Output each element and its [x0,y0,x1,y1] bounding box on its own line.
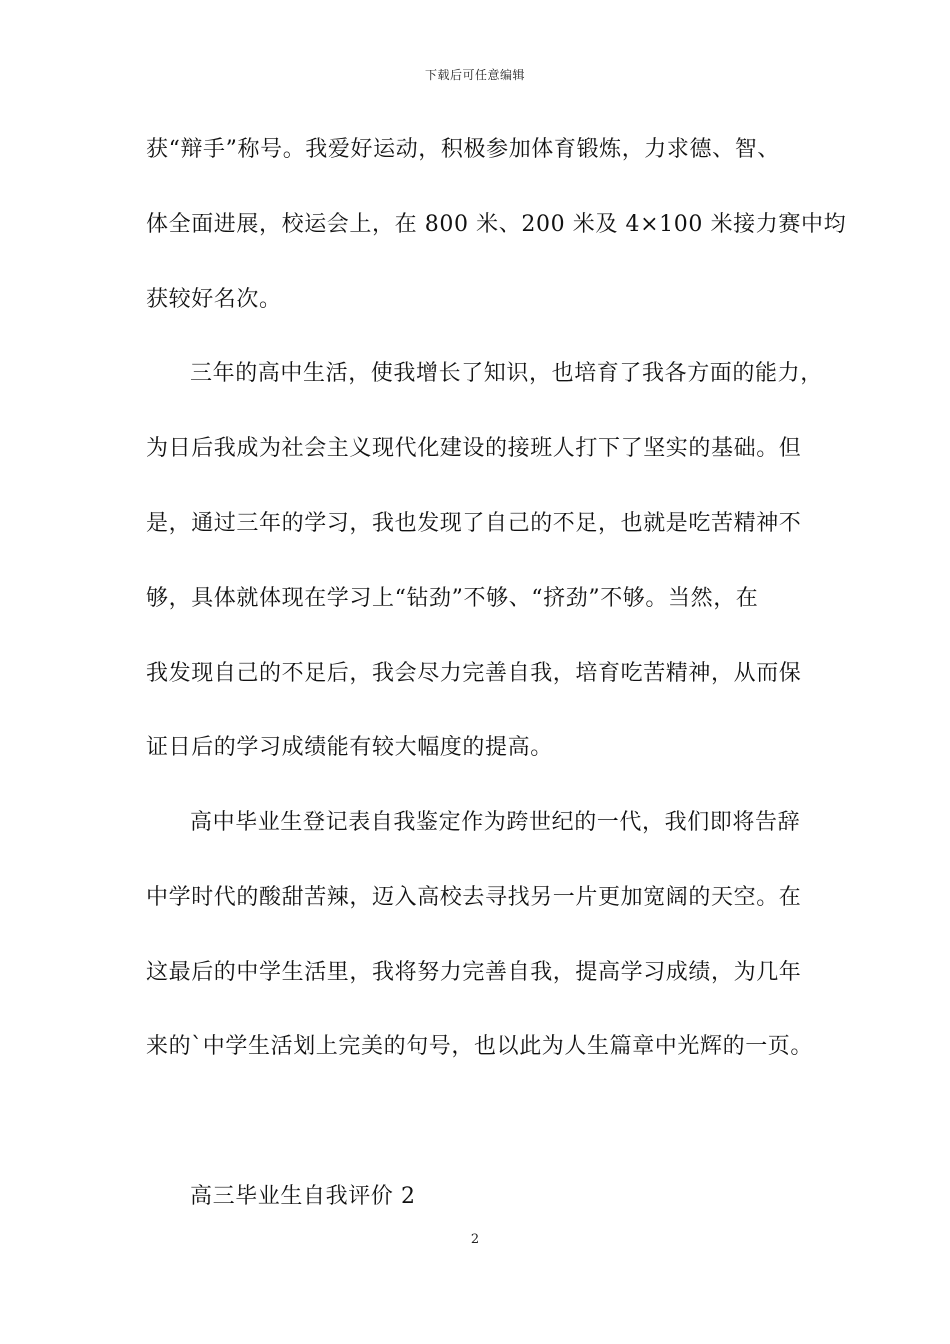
section-heading: 高三毕业生自我评价 2 [190,1184,416,1209]
paragraph-1-line-1: 获“辩手”称号。我爱好运动，积极参加体育锻炼，力求德、智、 [146,137,780,162]
paragraph-3-line-1: 高中毕业生登记表自我鉴定作为跨世纪的一代，我们即将告辞 [190,810,801,835]
paragraph-2-line-3: 是，通过三年的学习，我也发现了自己的不足，也就是吃苦精神不 [146,511,802,536]
paragraph-3-line-4: 来的`中学生活划上完美的句号，也以此为人生篇章中光辉的一页。 [146,1034,814,1059]
paragraph-2-line-4: 够，具体就体现在学习上“钻劲”不够、“挤劲”不够。当然，在 [146,586,759,611]
paragraph-2-line-2: 为日后我成为社会主义现代化建设的接班人打下了坚实的基础。但 [146,436,802,461]
paragraph-2-line-5: 我发现自己的不足后，我会尽力完善自我，培育吃苦精神，从而保 [146,661,802,686]
paragraph-1-line-2: 体全面进展，校运会上，在 800 米、200 米及 4×100 米接力赛中均 [146,212,847,237]
paragraph-2-line-1: 三年的高中生活，使我增长了知识，也培育了我各方面的能力， [190,361,823,386]
page-header: 下载后可任意编辑 [424,68,525,82]
paragraph-1-line-3: 获较好名次。 [146,287,282,312]
paragraph-3-line-3: 这最后的中学生活里，我将努力完善自我，提高学习成绩，为几年 [146,960,802,985]
page-number: 2 [470,1232,480,1247]
paragraph-3-line-2: 中学时代的酸甜苦辣，迈入高校去寻找另一片更加宽阔的天空。在 [146,885,802,910]
paragraph-2-line-6: 证日后的学习成绩能有较大幅度的提高。 [146,735,553,760]
